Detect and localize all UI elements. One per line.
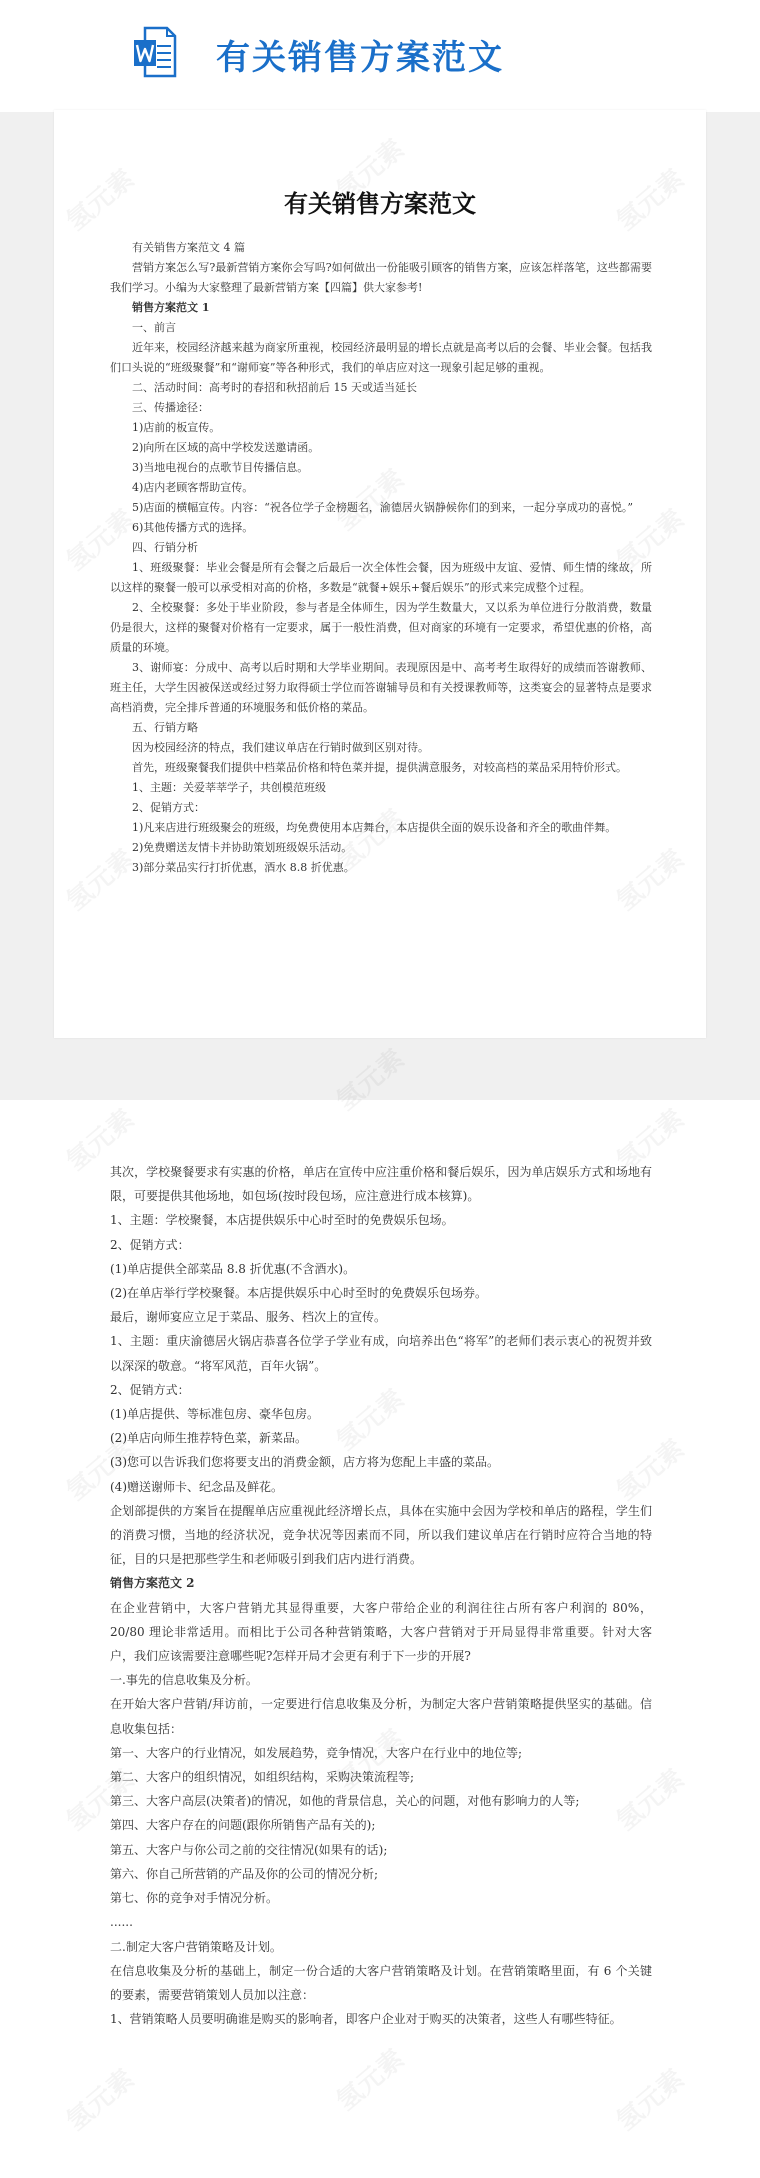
paragraph: (3)您可以告诉我们您将要支出的消费金额，店方将为您配上丰盛的菜品。 bbox=[110, 1455, 500, 1470]
paragraph: 4)店内老顾客帮助宣传。 bbox=[132, 481, 254, 494]
word-document-icon bbox=[133, 26, 177, 78]
paragraph: 6)其他传播方式的选择。 bbox=[132, 521, 254, 534]
paragraph: 2、促销方式： bbox=[110, 1237, 190, 1252]
paragraph: 其次，学校聚餐要求有实惠的价格，单店在宣传中应注重价格和餐后娱乐，因为单店娱乐方式和场地有限，可要提供其他场地，如包场(按时段包场，应注意进行成本核算)。 bbox=[110, 1165, 652, 1204]
paragraph: 在企业营销中，大客户营销尤其显得重要，大客户带给企业的利润往往占所有客户利润的 80%，20/80 理论非常适用。而相比于公司各种营销策略，大客户营销对于开局显得非常重要。针对大客户，我们应该需要注意哪些呢?怎样开局才会更有利于下一步的开展? bbox=[110, 1600, 652, 1664]
paragraph: 二、活动时间：高考时的春招和秋招前后 15 天或适当延长 bbox=[132, 381, 417, 394]
paragraph: 2、促销方式： bbox=[110, 1382, 190, 1397]
paragraph: 1)凡来店进行班级聚会的班级，均免费使用本店舞台，本店提供全面的娱乐设备和齐全的歌曲伴舞。 bbox=[132, 821, 617, 834]
paragraph: 营销方案怎么写?最新营销方案你会写吗?如何做出一份能吸引顾客的销售方案，应该怎样落笔，这些都需要我们学习。小编为大家整理了最新营销方案【四篇】供大家参考! bbox=[110, 261, 652, 294]
paragraph: (1)单店提供全部菜品 8.8 折优惠(不含酒水)。 bbox=[110, 1261, 356, 1276]
paragraph: 2)免费赠送友情卡并协助策划班级娱乐活动。 bbox=[132, 841, 353, 854]
watermark bbox=[327, 2039, 411, 2117]
paragraph: 在信息收集及分析的基础上，制定一份合适的大客户营销策略及计划。在营销策略里面，有 6 个关键的要素，需要营销策划人员加以注意： bbox=[110, 1963, 652, 2002]
paragraph: 3)部分菜品实行打折优惠，酒水 8.8 折优惠。 bbox=[132, 861, 355, 874]
paragraph: 1、主题：学校聚餐，本店提供娱乐中心时至时的免费娱乐包场。 bbox=[110, 1213, 454, 1228]
paragraph: ...... bbox=[110, 1915, 133, 1930]
paragraph: 2)向所在区域的高中学校发送邀请函。 bbox=[132, 441, 320, 454]
paragraph: 在开始大客户营销/拜访前，一定要进行信息收集及分析，为制定大客户营销策略提供坚实的基础。信息收集包括： bbox=[110, 1697, 652, 1736]
paragraph: 1)店前的板宣传。 bbox=[132, 421, 221, 434]
paragraph: 3、谢师宴：分成中、高考以后时期和大学毕业期间。表现原因是中、高考考生取得好的成绩而答谢教师、班主任，大学生因被保送或经过努力取得硕士学位而答谢辅导员和有关授课教师等，这类宴会的显著特点是要求高档消费，完全排斥普通的环境服务和低价格的菜品。 bbox=[110, 661, 652, 714]
paragraph: 一.事先的信息收集及分析。 bbox=[110, 1673, 258, 1688]
page-2-body bbox=[110, 1160, 652, 2031]
paragraph: 首先，班级聚餐我们提供中档菜品价格和特色菜并提，提供满意服务，对较高档的菜品采用特价形式。 bbox=[132, 761, 627, 774]
paragraph: 有关销售方案范文 4 篇 bbox=[132, 241, 245, 254]
paragraph: (2)单店向师生推荐特色菜，新菜品。 bbox=[110, 1431, 307, 1446]
paragraph: 3)当地电视台的点歌节目传播信息。 bbox=[132, 461, 309, 474]
paragraph: 四、行销分析 bbox=[132, 541, 198, 554]
page-1-body bbox=[110, 238, 652, 878]
paragraph: 第二、大客户的组织情况，如组织结构，采购决策流程等; bbox=[110, 1770, 415, 1785]
paragraph: 二.制定大客户营销策略及计划。 bbox=[110, 1939, 282, 1954]
paragraph: 企划部提供的方案旨在提醒单店应重视此经济增长点，具体在实施中会因为学校和单店的路程，学生们的消费习惯，当地的经济状况，竞争状况等因素而不同，所以我们建议单店在行销时应符合当地的特征，目的只是把那些学生和老师吸引到我们店内进行消费。 bbox=[110, 1503, 652, 1567]
paragraph: 近年来，校园经济越来越为商家所重视，校园经济最明显的增长点就是高考以后的会餐、毕业会餐。包括我们口头说的“班级聚餐”和“谢师宴”等各种形式，我们的单店应对这一现象引起足够的重视。 bbox=[110, 341, 652, 374]
paragraph: (2)在单店举行学校聚餐。本店提供娱乐中心时至时的免费娱乐包场券。 bbox=[110, 1286, 488, 1301]
document-header bbox=[0, 0, 760, 112]
paragraph: 1、班级聚餐：毕业会餐是所有会餐之后最后一次全体性会餐，因为班级中友谊、爱情、师生情的缘故，所以这样的聚餐一般可以承受相对高的价格，多数是“就餐+娱乐+餐后娱乐”的形式来完成整个过程。 bbox=[110, 561, 652, 594]
paragraph: 第一、大客户的行业情况，如发展趋势，竞争情况，大客户在行业中的地位等; bbox=[110, 1745, 523, 1760]
paragraph: (1)单店提供、等标准包房、豪华包房。 bbox=[110, 1407, 319, 1422]
paragraph: 第六、你自己所营销的产品及你的公司的情况分析; bbox=[110, 1866, 379, 1881]
brand-title: 有关销售方案范文 bbox=[216, 38, 504, 78]
paragraph: 第五、大客户与你公司之前的交往情况(如果有的话); bbox=[110, 1842, 388, 1857]
section-heading: 销售方案范文 2 bbox=[110, 1576, 195, 1591]
paragraph: 2、促销方式： bbox=[132, 801, 205, 814]
document-title: 有关销售方案范文 bbox=[284, 189, 476, 218]
paragraph: 第三、大客户高层(决策者)的情况，如他的背景信息，关心的问题，对他有影响力的人等; bbox=[110, 1794, 580, 1809]
paragraph: 第七、你的竞争对手情况分析。 bbox=[110, 1891, 279, 1906]
paragraph: 三、传播途径： bbox=[132, 401, 209, 414]
paragraph: 第四、大客户存在的问题(跟你所销售产品有关的); bbox=[110, 1818, 376, 1833]
paragraph: 1、主题：重庆渝德居火锅店恭喜各位学子学业有成，向培养出色“将军”的老师们表示衷心的祝贺并致以深深的敬意。“将军风范，百年火锅”。 bbox=[110, 1334, 652, 1373]
paragraph: 2、全校聚餐：多处于毕业阶段，参与者是全体师生，因为学生数量大，又以系为单位进行分散消费，数量仍是很大，这样的聚餐对价格有一定要求，属于一般性消费，但对商家的环境有一定要求，希望优惠的价格，高质量的环境。 bbox=[110, 601, 652, 654]
paragraph: (4)赠送谢师卡、纪念品及鲜花。 bbox=[110, 1479, 283, 1494]
paragraph: 五、行销方略 bbox=[132, 721, 198, 734]
paragraph: 1、营销策略人员要明确谁是购买的影响者，即客户企业对于购买的决策者，这些人有哪些特征。 bbox=[110, 2012, 622, 2027]
paragraph: 最后，谢师宴应立足于菜品、服务、档次上的宣传。 bbox=[110, 1310, 387, 1325]
paragraph: 因为校园经济的特点，我们建议单店在行销时做到区别对待。 bbox=[132, 741, 429, 754]
section-heading: 销售方案范文 1 bbox=[132, 301, 210, 314]
document-page-1 bbox=[54, 110, 706, 1038]
paragraph: 一、前言 bbox=[132, 321, 176, 334]
paragraph: 1、主题：关爱莘莘学子，共创模范班级 bbox=[132, 781, 326, 794]
watermark bbox=[57, 2059, 141, 2137]
paragraph: 5)店面的横幅宣传。内容：“祝各位学子金榜题名，渝德居火锅静候你们的到来，一起分享成功的喜悦。” bbox=[132, 501, 634, 514]
watermark bbox=[607, 2059, 691, 2137]
